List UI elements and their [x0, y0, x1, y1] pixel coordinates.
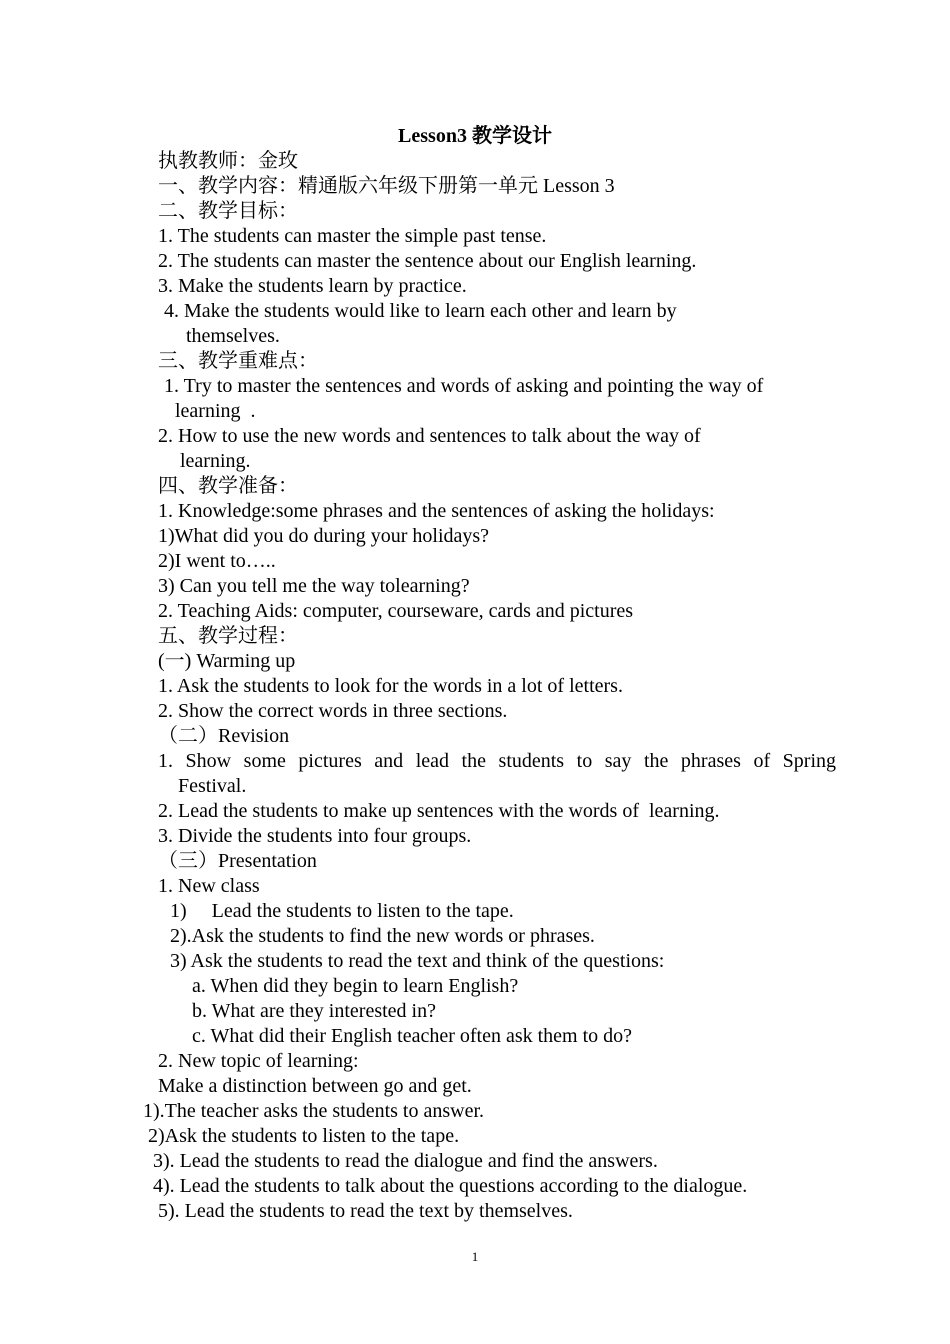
section-heading-key-points: 三、教学重难点：: [158, 350, 318, 372]
key-point-line: 1. Try to master the sentences and words of asking and pointing the way of: [164, 375, 764, 397]
subsection-heading: (一) Warming up: [158, 650, 296, 672]
section-heading-process: 五、教学过程：: [158, 625, 298, 647]
question-line: b. What are they interested in?: [192, 1000, 436, 1022]
question-line: a. When did they begin to learn English?: [192, 975, 519, 997]
process-step: 2)Ask the students to listen to the tape.: [148, 1125, 460, 1147]
subsection-heading: （三）Presentation: [158, 850, 317, 872]
objective-line-continuation: themselves.: [186, 325, 280, 347]
process-line: Make a distinction between go and get.: [158, 1075, 472, 1097]
process-line: 1. New class: [158, 875, 260, 897]
process-step: 3) Ask the students to read the text and think of the questions:: [170, 950, 665, 972]
section-heading-preparation: 四、教学准备：: [158, 475, 298, 497]
process-step: 2).Ask the students to find the new words or phrases.: [170, 925, 595, 947]
process-line: 1. Ask the students to look for the words in a lot of letters.: [158, 675, 623, 697]
process-step: 1).The teacher asks the students to answer.: [143, 1100, 485, 1122]
section-heading-content: 一、教学内容：精通版六年级下册第一单元 Lesson 3: [158, 175, 615, 197]
key-point-line-continuation: learning.: [180, 450, 251, 472]
preparation-line: 2)I went to…..: [158, 550, 276, 572]
section-heading-objectives: 二、教学目标：: [158, 200, 298, 222]
subsection-heading: （二）Revision: [158, 725, 290, 747]
preparation-line: 2. Teaching Aids: computer, courseware, cards and pictures: [158, 600, 634, 622]
preparation-line: 1. Knowledge:some phrases and the sentences of asking the holidays:: [158, 500, 715, 522]
objective-line: 2. The students can master the sentence about our English learning.: [158, 250, 697, 272]
teacher-line: 执教教师：金玫: [158, 150, 298, 172]
process-line: 1. Show some pictures and lead the students to say the phrases of Spring: [158, 750, 836, 772]
process-step: 4). Lead the students to talk about the questions according to the dialogue.: [153, 1175, 748, 1197]
preparation-line: 3) Can you tell me the way tolearning?: [158, 575, 470, 597]
process-line: 3. Divide the students into four groups.: [158, 825, 472, 847]
preparation-line: 1)What did you do during your holidays?: [158, 525, 490, 547]
objective-line: 1. The students can master the simple past tense.: [158, 225, 547, 247]
page-number: 1: [471, 1249, 479, 1264]
document-title: Lesson3 教学设计: [398, 125, 552, 147]
process-line: 2. New topic of learning:: [158, 1050, 359, 1072]
process-step: 5). Lead the students to read the text by themselves.: [158, 1200, 573, 1222]
process-line-continuation: Festival.: [178, 775, 247, 797]
process-step: 3). Lead the students to read the dialogue and find the answers.: [153, 1150, 658, 1172]
objective-line: 4. Make the students would like to learn each other and learn by: [164, 300, 677, 322]
process-line: 2. Lead the students to make up sentences with the words of learning.: [158, 800, 720, 822]
process-step: 1) Lead the students to listen to the tape.: [170, 900, 514, 922]
question-line: c. What did their English teacher often ask them to do?: [192, 1025, 633, 1047]
key-point-line-continuation: learning .: [175, 400, 256, 422]
process-line: 2. Show the correct words in three sections.: [158, 700, 508, 722]
key-point-line: 2. How to use the new words and sentences to talk about the way of: [158, 425, 701, 447]
objective-line: 3. Make the students learn by practice.: [158, 275, 467, 297]
